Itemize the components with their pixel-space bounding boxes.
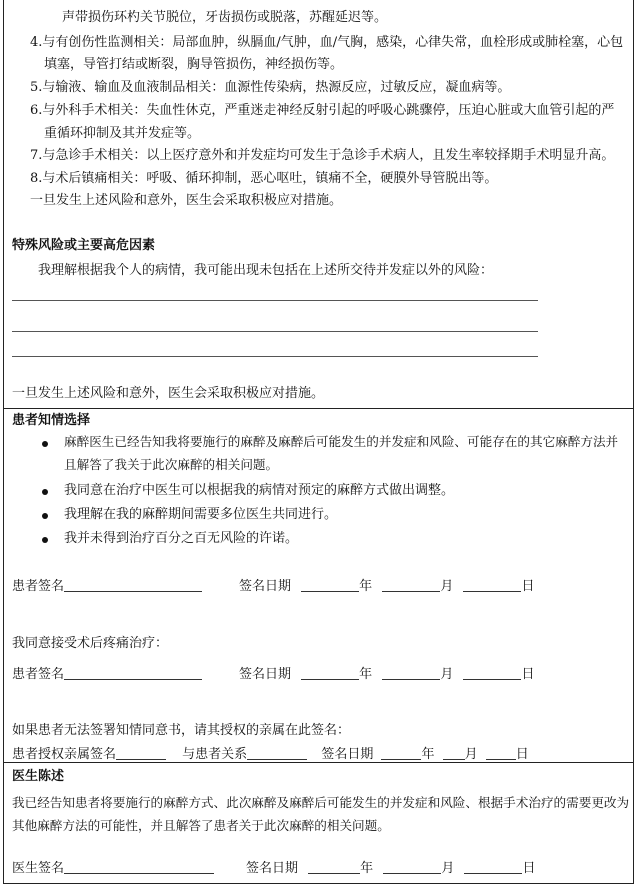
risk-item-7: 7.与急诊手术相关：以上医疗意外和并发症均可发生于急诊手术病人，且发生率较择期手术明显升高。 [30, 148, 615, 163]
patient-consent-title: 患者知情选择 [12, 413, 91, 428]
bullet-icon [42, 441, 48, 447]
consent-bullet-2: 我同意在治疗中医生可以根据我的病情对预定的麻醉方式做出调整。 [64, 483, 455, 498]
proxy-sign-intro: 如果患者无法签署知情同意书，请其授权的亲属在此签名： [12, 723, 351, 738]
doctor-sign-label: 医生签名 [12, 861, 65, 876]
year-field[interactable] [301, 577, 359, 592]
day-label: 日 [521, 667, 535, 682]
month-label: 月 [440, 579, 454, 594]
month-label: 月 [441, 861, 455, 876]
relation-field[interactable] [247, 745, 307, 760]
year-label: 年 [359, 579, 373, 594]
special-risks-closing: 一旦发生上述风险和意外，医生会采取积极应对措施。 [12, 386, 325, 401]
special-risks-title: 特殊风险或主要高危因素 [12, 238, 156, 253]
month-label: 月 [440, 667, 454, 682]
doctor-signature-row [12, 859, 214, 878]
special-risk-line-3[interactable] [12, 356, 538, 357]
year-label: 年 [359, 667, 373, 682]
doctor-statement-section [4, 762, 633, 884]
month-label: 月 [464, 747, 478, 762]
doctor-day-field[interactable] [464, 859, 522, 874]
bullet-icon [42, 513, 48, 519]
relation-label: 与患者关系 [182, 747, 248, 762]
sign-date-label: 签名日期 [239, 667, 292, 682]
bullet-icon [42, 537, 48, 543]
proxy-sign-field[interactable] [116, 745, 166, 760]
doctor-month-field[interactable] [383, 859, 441, 874]
month-field-2[interactable] [382, 665, 440, 680]
proxy-month-field[interactable] [443, 745, 465, 760]
doctor-sign-date-row [246, 859, 535, 878]
doctor-year-field[interactable] [308, 859, 360, 874]
sign-date-label: 签名日期 [321, 747, 374, 762]
proxy-day-field[interactable] [486, 745, 516, 760]
proxy-sign-label: 患者授权亲属签名 [12, 747, 117, 762]
patient-signature-row-2 [12, 665, 202, 684]
risk-item-4: 4.与有创伤性监测相关：局部血肿，纵膈血/气肿，血/气胸，感染，心律失常，血栓形成或肺栓塞，心包 [30, 35, 624, 50]
doctor-statement-text: 我已经告知患者将要施行的麻醉方式、此次麻醉及麻醉后可能发生的并发症和风险、根据手术治疗的需要更改为其他麻醉方法的可能性，并且解答了患者关于此次麻醉的相关问题。 [12, 795, 630, 833]
day-field[interactable] [463, 577, 521, 592]
day-field-2[interactable] [463, 665, 521, 680]
risks-closing: 一旦发生上述风险和意外，医生会采取积极应对措施。 [30, 193, 343, 208]
patient-sign-field[interactable] [64, 577, 202, 592]
patient-consent-section [4, 408, 633, 762]
year-label: 年 [421, 747, 435, 762]
risk-item-6: 6.与外科手术相关：失血性休克，严重迷走神经反射引起的呼吸心跳骤停，压迫心脏或大血管引起的严 [30, 103, 615, 118]
bullet-icon [42, 489, 48, 495]
special-risk-line-1[interactable] [12, 300, 538, 301]
doctor-statement-title: 医生陈述 [12, 769, 65, 784]
risk-item-6-cont: 重循环抑制及其并发症等。 [44, 126, 201, 141]
consent-bullet-3: 我理解在我的麻醉期间需要多位医生共同进行。 [64, 507, 338, 522]
patient-sign-field-2[interactable] [64, 665, 202, 680]
sign-date-row [239, 577, 534, 596]
risk-item-5: 5.与输液、输血及血液制品相关：血源性传染病，热源反应，过敏反应，凝血病等。 [30, 80, 511, 95]
patient-sign-label: 患者签名 [12, 579, 65, 594]
month-field[interactable] [382, 577, 440, 592]
special-risk-line-2[interactable] [12, 331, 538, 332]
consent-bullet-1: 麻醉医生已经告知我将要施行的麻醉及麻醉后可能发生的并发症和风险、可能存在的其它麻醉方法并且解答了我关于此次麻醉的相关问题。 [64, 434, 619, 472]
consent-bullet-4: 我并未得到治疗百分之百无风险的许诺。 [64, 531, 299, 546]
pain-treatment-consent: 我同意接受术后疼痛治疗： [12, 636, 169, 651]
year-label: 年 [360, 861, 374, 876]
year-field-2[interactable] [301, 665, 359, 680]
risk-item-8: 8.与术后镇痛相关：呼吸、循环抑制，恶心呕吐，镇痛不全，硬膜外导管脱出等。 [30, 171, 498, 186]
proxy-year-field[interactable] [381, 745, 421, 760]
day-label: 日 [521, 579, 535, 594]
consent-form [3, 0, 634, 884]
patient-sign-label: 患者签名 [12, 667, 65, 682]
day-label: 日 [515, 747, 529, 762]
sign-date-label: 签名日期 [239, 579, 292, 594]
patient-signature-row [12, 577, 202, 596]
day-label: 日 [522, 861, 536, 876]
risks-section [4, 0, 633, 408]
doctor-sign-field[interactable] [64, 859, 214, 874]
risk-item-4-cont: 填塞，导管打结或断裂，胸导管损伤，神经损伤等。 [44, 57, 344, 72]
risk-item-3-continuation: 声带损伤环杓关节脱位，牙齿损伤或脱落，苏醒延迟等。 [62, 10, 388, 25]
sign-date-row-2 [239, 665, 534, 684]
sign-date-label: 签名日期 [246, 861, 299, 876]
special-risks-intro: 我理解根据我个人的病情，我可能出现未包括在上述所交待并发症以外的风险： [38, 263, 494, 278]
